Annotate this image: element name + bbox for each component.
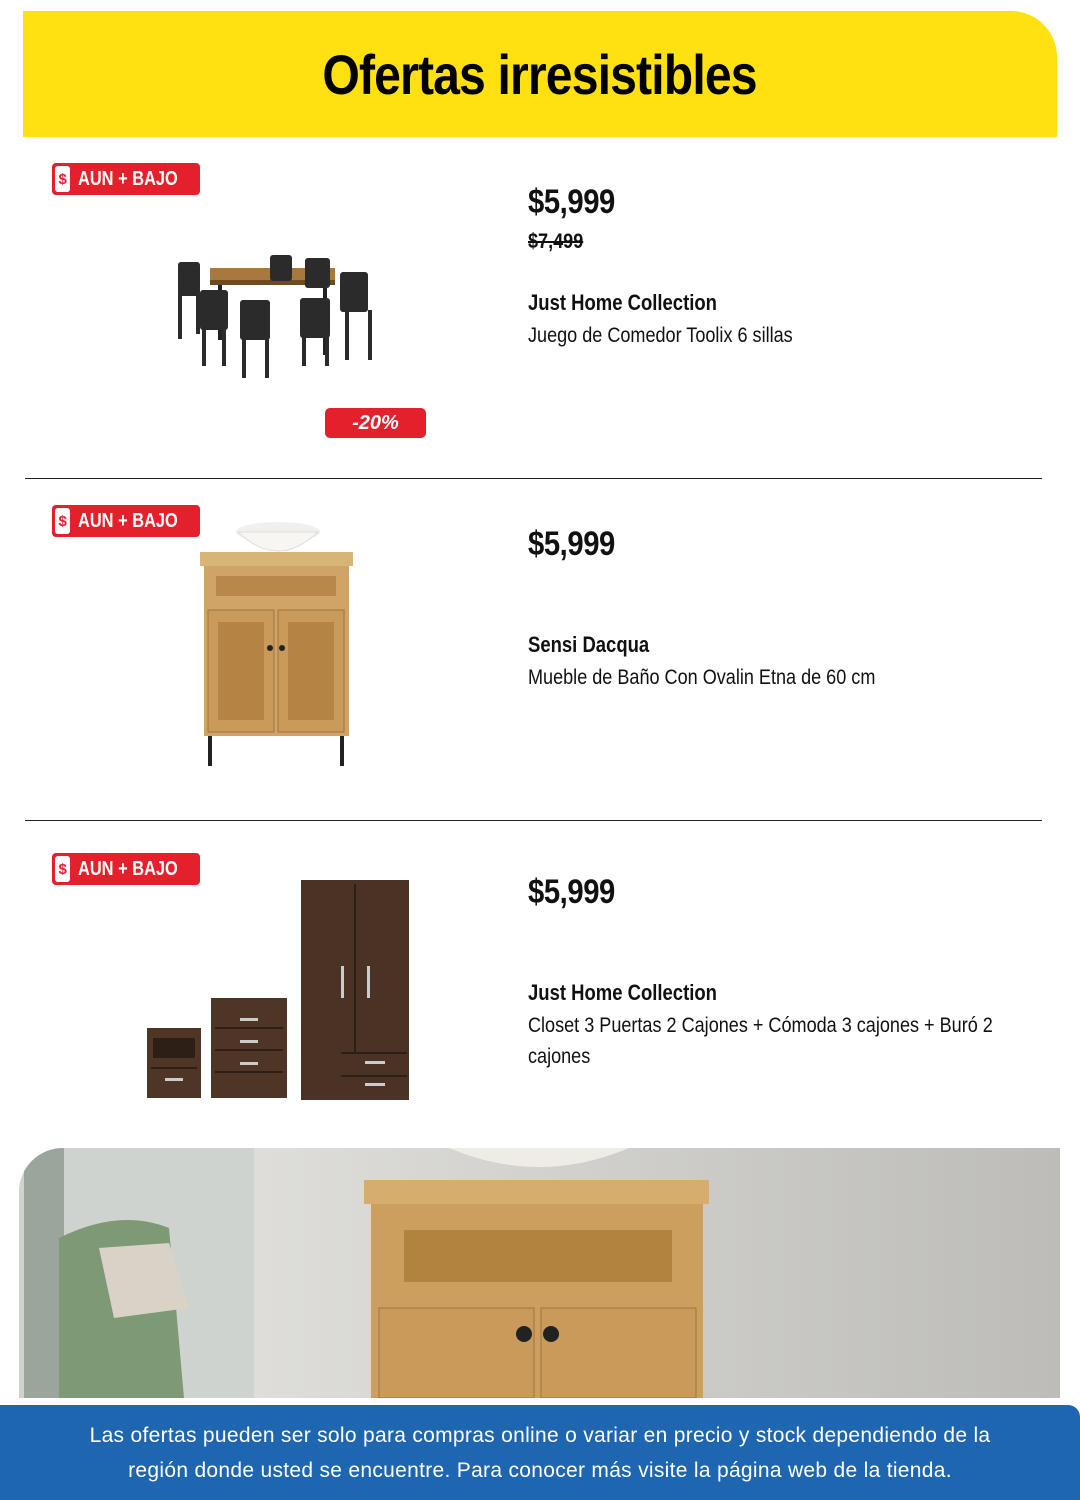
divider (25, 820, 1042, 821)
lower-price-badge: $ AUN + BAJO (52, 505, 200, 537)
price-down-icon: $ (55, 856, 70, 882)
product-price: $5,999 (528, 525, 615, 563)
product-price: $5,999 (528, 873, 615, 911)
old-price: $7,499 (528, 230, 584, 253)
page-header (23, 11, 1057, 137)
lower-price-badge: $ AUN + BAJO (52, 163, 200, 195)
product-brand: Just Home Collection (528, 980, 717, 1005)
product-brand: Sensi Dacqua (528, 632, 650, 657)
product-info (528, 183, 1008, 351)
product-name[interactable]: Closet 3 Puertas 2 Cajones + Cómoda 3 cajones + Buró 2 cajones (528, 1014, 993, 1068)
price-down-icon: $ (55, 508, 70, 534)
product-info (528, 525, 1008, 693)
dining-set-image[interactable] (170, 250, 385, 380)
disclaimer-text: Las ofertas pueden ser solo para compras online o variar en precio y stock dependiendo de la región donde usted se encuentre. Para conocer más visite la página web de la tienda. (89, 1423, 991, 1482)
product-info (528, 873, 1008, 1072)
product-name[interactable]: Mueble de Baño Con Ovalin Etna de 60 cm (528, 666, 876, 689)
footer-disclaimer (0, 1405, 1080, 1500)
price-down-icon: $ (55, 166, 70, 192)
bathroom-vanity-image[interactable] (198, 520, 358, 770)
product-price: $5,999 (528, 183, 615, 221)
divider (25, 478, 1042, 479)
product-name[interactable]: Juego de Comedor Toolix 6 sillas (528, 324, 793, 347)
lifestyle-photo (19, 1148, 1060, 1398)
wardrobe-set-image[interactable] (145, 878, 415, 1103)
page-title: Ofertas irresistibles (322, 42, 758, 106)
lower-price-badge: $ AUN + BAJO (52, 853, 200, 885)
product-brand: Just Home Collection (528, 290, 717, 315)
discount-badge: -20% (325, 408, 426, 438)
